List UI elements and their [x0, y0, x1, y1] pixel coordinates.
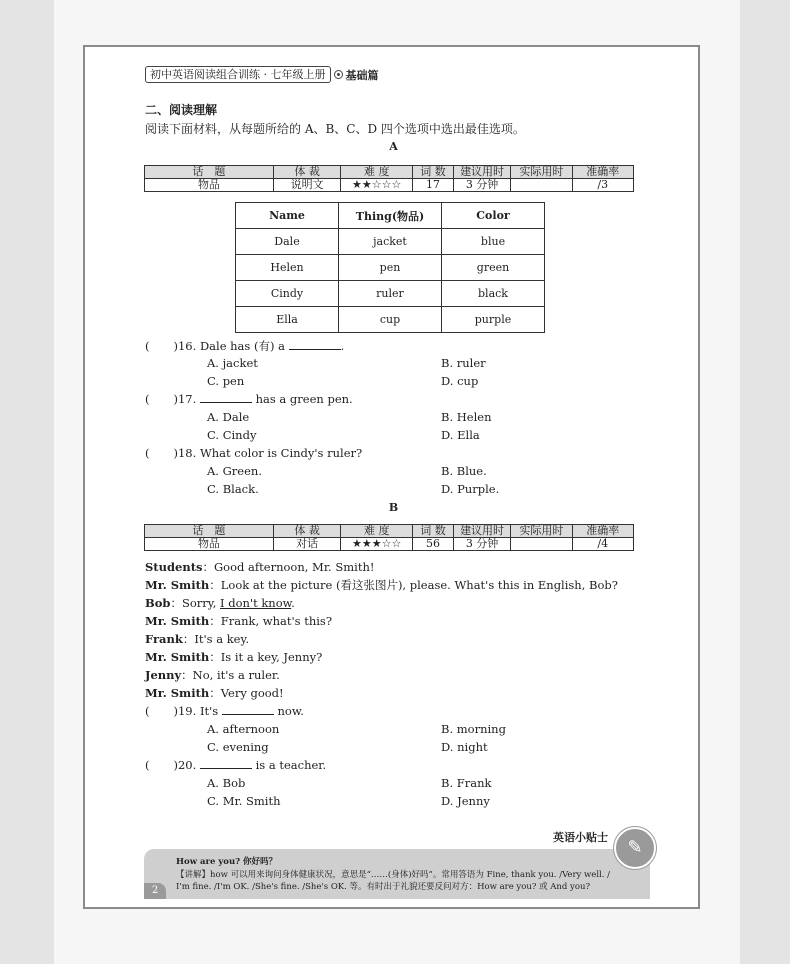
info-time: 3 分钟: [453, 179, 510, 192]
info-header: 建议用时: [453, 525, 510, 538]
speaker: Students: [145, 560, 203, 574]
option-b[interactable]: B. Frank: [441, 776, 492, 790]
separator: ：: [170, 596, 182, 610]
answer-paren[interactable]: (: [145, 704, 150, 718]
cell-thing: ruler: [339, 281, 442, 307]
section-title: 二、阅读理解: [145, 103, 218, 117]
option-c[interactable]: C. Mr. Smith: [207, 794, 281, 808]
option-a[interactable]: A. Dale: [207, 410, 250, 424]
tips-explanation-cont: I'm fine. /I'm OK. /She's fine. /She's OK. 等。有时出于礼貌还要反问对方：How are you? 或 And you?: [176, 882, 590, 892]
separator: ：: [209, 614, 221, 628]
worksheet-page: [83, 45, 700, 909]
cell-color: purple: [442, 307, 545, 333]
table-row: [236, 307, 545, 333]
option-a[interactable]: A. afternoon: [207, 722, 280, 736]
column-header: Thing(物品): [339, 203, 442, 229]
speaker: Bob: [145, 596, 171, 610]
separator: ：: [209, 650, 221, 664]
line-text: Frank, what's this?: [220, 614, 333, 628]
line-text: It's a key.: [194, 632, 250, 646]
option-d[interactable]: D. night: [441, 740, 488, 754]
info-header: 体 裁: [273, 525, 341, 538]
line-text: Look at the picture (看这张图片), please. What's this in English, Bob?: [220, 578, 618, 592]
line-text: Sorry,: [181, 596, 221, 610]
dialogue-line: [145, 685, 284, 701]
question-number: )16.: [173, 339, 197, 353]
question-text-end: now.: [277, 704, 304, 718]
underlined-phrase: I don't know: [220, 596, 292, 610]
series-header: [145, 66, 379, 83]
tips-explanation: 【讲解】how 可以用来询问身体健康状况，意思是“……(身体)好吗”。常用答语为 Fine, thank you. /Very well. /: [176, 870, 611, 880]
cell-color: blue: [442, 229, 545, 255]
table-row: [236, 281, 545, 307]
series-title: 初中英语阅读组合训练 · 七年级上册: [145, 66, 331, 83]
info-time: 3 分钟: [453, 538, 510, 551]
info-actual-time[interactable]: [511, 179, 572, 192]
table-row: [236, 255, 545, 281]
option-a[interactable]: A. jacket: [207, 356, 258, 370]
answer-paren[interactable]: (: [145, 392, 150, 406]
option-b[interactable]: B. morning: [441, 722, 506, 736]
option-d[interactable]: D. cup: [441, 374, 479, 388]
info-header: 实际用时: [511, 166, 572, 179]
line-text-end: .: [291, 596, 295, 610]
question-16: [145, 338, 344, 354]
separator: ：: [209, 578, 221, 592]
passage-a-info-table: [144, 165, 634, 192]
option-d[interactable]: D. Jenny: [441, 794, 490, 808]
question-text: It's: [199, 704, 219, 718]
info-header: 词 数: [413, 166, 454, 179]
info-genre: 说明文: [273, 179, 341, 192]
items-table: [235, 202, 545, 333]
question-text: has a green pen.: [255, 392, 353, 406]
cell-color: black: [442, 281, 545, 307]
speaker: Jenny: [145, 668, 182, 682]
dialogue-line: [145, 559, 374, 575]
question-number: )20.: [173, 758, 197, 772]
option-c[interactable]: C. pen: [207, 374, 245, 388]
instructions: 阅读下面材料，从每题所给的 A、B、C、D 四个选项中选出最佳选项。: [145, 122, 525, 136]
answer-blank: [200, 758, 252, 769]
info-words: 17: [413, 179, 454, 192]
question-17: [145, 392, 353, 406]
dialogue-line: [145, 613, 332, 629]
option-a[interactable]: A. Green.: [207, 464, 262, 478]
separator: ：: [182, 632, 195, 646]
cell-thing: jacket: [339, 229, 442, 255]
line-text: Is it a key, Jenny?: [220, 650, 323, 664]
answer-blank: [222, 704, 274, 715]
cell-name: Cindy: [236, 281, 339, 307]
info-header: 实际用时: [511, 525, 572, 538]
info-header: 准确率: [572, 525, 633, 538]
option-c[interactable]: C. Black.: [207, 482, 259, 496]
tips-title: 英语小贴士: [553, 831, 608, 844]
question-text: What color is Cindy's ruler?: [199, 446, 363, 460]
separator: ：: [181, 668, 193, 682]
separator: ：: [202, 560, 214, 574]
speaker: Mr. Smith: [145, 686, 210, 700]
question-number: )19.: [173, 704, 197, 718]
answer-paren[interactable]: (: [145, 339, 150, 353]
answer-blank: [289, 339, 341, 350]
info-header: 词 数: [413, 525, 454, 538]
table-row: [236, 229, 545, 255]
question-text: is a teacher.: [255, 758, 327, 772]
option-c[interactable]: C. Cindy: [207, 428, 257, 442]
cell-thing: pen: [339, 255, 442, 281]
option-b[interactable]: B. Blue.: [441, 464, 487, 478]
cell-color: green: [442, 255, 545, 281]
speaker: Mr. Smith: [145, 614, 210, 628]
tips-box: [144, 849, 650, 899]
line-text: No, it's a ruler.: [192, 668, 280, 682]
page-number: 2: [144, 883, 166, 899]
option-b[interactable]: B. Helen: [441, 410, 492, 424]
cell-name: Helen: [236, 255, 339, 281]
info-header: 准确率: [572, 166, 633, 179]
dialogue-line: [145, 649, 322, 665]
cell-name: Ella: [236, 307, 339, 333]
passage-a-label: A: [389, 140, 398, 153]
info-header: 话 题: [145, 525, 274, 538]
answer-paren[interactable]: (: [145, 758, 150, 772]
option-a[interactable]: A. Bob: [207, 776, 246, 790]
dialogue-line: [145, 667, 280, 683]
speaker: Mr. Smith: [145, 578, 210, 592]
dialogue-line: [145, 631, 249, 647]
series-level: 基础篇: [345, 68, 379, 82]
cell-thing: cup: [339, 307, 442, 333]
info-header: 难 度: [341, 166, 413, 179]
speaker: Mr. Smith: [145, 650, 210, 664]
separator: ：: [209, 686, 221, 700]
option-d[interactable]: D. Ella: [441, 428, 480, 442]
info-accuracy: /4: [572, 538, 633, 551]
line-text: Very good!: [220, 686, 284, 700]
tips-heading: How are you? 你好吗？: [176, 857, 278, 867]
column-header: Name: [236, 203, 339, 229]
option-c[interactable]: C. evening: [207, 740, 269, 754]
speaker: Frank: [145, 632, 183, 646]
question-text: Dale has (有) a: [199, 339, 285, 353]
question-number: )18.: [173, 446, 197, 460]
passage-b-label: B: [388, 501, 399, 514]
info-topic: 物品: [145, 179, 274, 192]
column-header: Color: [442, 203, 545, 229]
line-text: Good afternoon, Mr. Smith!: [213, 560, 375, 574]
option-b[interactable]: B. ruler: [441, 356, 486, 370]
info-accuracy: /3: [572, 179, 633, 192]
info-actual-time[interactable]: [511, 538, 572, 551]
question-text-end: .: [340, 339, 345, 353]
info-topic: 物品: [145, 538, 274, 551]
info-difficulty: ★★★☆☆: [341, 538, 413, 551]
notepad-pen-icon: ✎: [614, 827, 656, 869]
dialogue-line: [145, 577, 618, 593]
bullet-icon: [334, 70, 343, 79]
question-18: [145, 446, 362, 460]
info-words: 56: [413, 538, 454, 551]
answer-blank: [200, 392, 252, 403]
answer-paren[interactable]: (: [145, 446, 150, 460]
question-number: )17.: [173, 392, 197, 406]
info-header: 难 度: [341, 525, 413, 538]
option-d[interactable]: D. Purple.: [441, 482, 500, 496]
question-20: [145, 758, 326, 772]
dialogue-line: [145, 595, 295, 611]
passage-b-info-table: [144, 524, 634, 551]
info-header: 话 题: [145, 166, 274, 179]
info-difficulty: ★★☆☆☆: [341, 179, 413, 192]
cell-name: Dale: [236, 229, 339, 255]
question-19: [145, 704, 304, 718]
info-genre: 对话: [273, 538, 341, 551]
info-header: 体 裁: [273, 166, 341, 179]
info-header: 建议用时: [453, 166, 510, 179]
